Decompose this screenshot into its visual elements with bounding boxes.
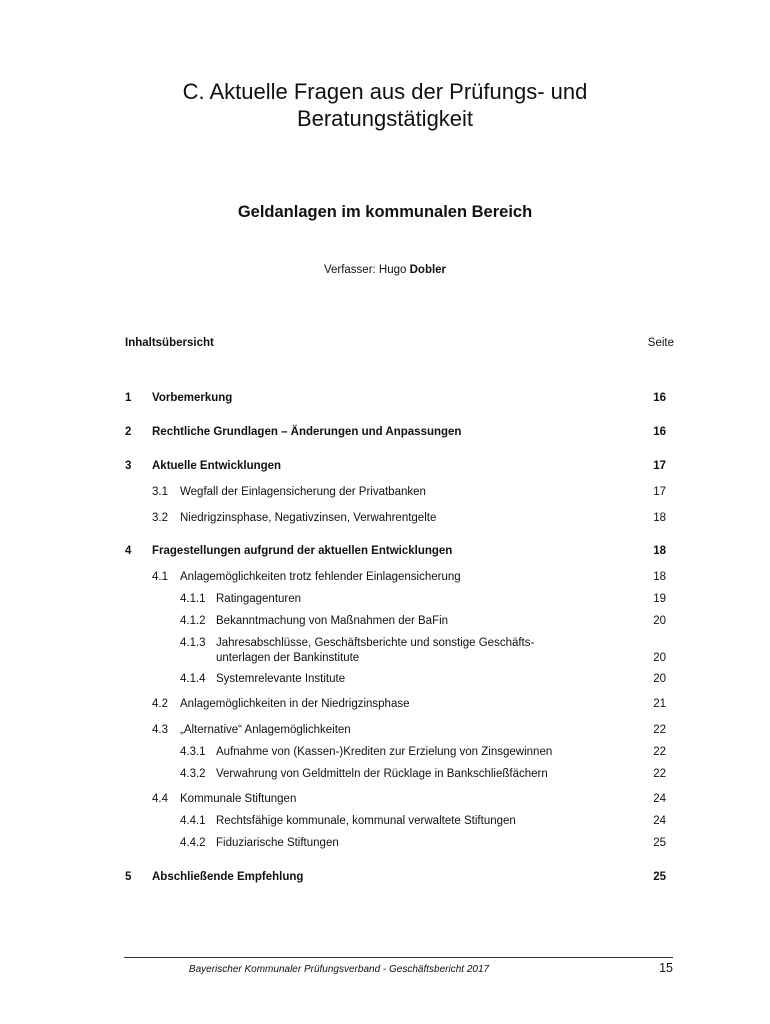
toc-entry-number: 4.1	[152, 571, 168, 583]
toc-entry-title: Bekanntmachung von Maßnahmen der BaFin	[216, 615, 449, 627]
toc-entry-page: 22	[653, 724, 666, 736]
toc-entry-title: Fragestellungen aufgrund der aktuellen Entwicklungen	[152, 545, 453, 557]
chapter-title	[0, 78, 770, 132]
toc-entry-page: 21	[653, 698, 666, 710]
toc-entry-number: 4	[125, 545, 132, 557]
toc-entry-title: Jahresabschlüsse, Geschäftsberichte und sonstige Geschäfts-	[216, 637, 535, 649]
toc-entry-number: 4.1.2	[180, 615, 206, 627]
toc-entry-title: Anlagemöglichkeiten in der Niedrigzinsphase	[180, 698, 410, 710]
toc-entry-title-continued: unterlagen der Bankinstitute	[216, 652, 360, 664]
toc-entry-number: 4.4	[152, 793, 168, 805]
toc-entry-page: 17	[653, 486, 666, 498]
toc-entry-page: 19	[653, 593, 666, 605]
toc-entry-title: Rechtliche Grundlagen – Änderungen und Anpassungen	[152, 426, 462, 438]
footer-text: Bayerischer Kommunaler Prüfungsverband - Geschäftsbericht 2017	[188, 964, 490, 975]
toc-entry-page: 24	[653, 815, 666, 827]
toc-entry-number: 4.3.2	[180, 768, 206, 780]
toc-entry-page: 24	[653, 793, 666, 805]
toc-entry-number: 4.3	[152, 724, 168, 736]
toc-entry-page: 20	[653, 673, 666, 685]
toc-entry-page: 18	[653, 512, 666, 524]
toc-entry-title: Aufnahme von (Kassen-)Krediten zur Erzielung von Zinsgewinnen	[216, 746, 553, 758]
toc-entry-title: Rechtsfähige kommunale, kommunal verwaltete Stiftungen	[216, 815, 516, 827]
toc-heading: Inhaltsübersicht	[125, 337, 214, 349]
toc-entry-page: 22	[653, 768, 666, 780]
toc-page-label: Seite	[647, 337, 674, 349]
author-surname: Dobler	[409, 264, 447, 276]
toc-entry-title: Kommunale Stiftungen	[180, 793, 297, 805]
toc-entry-page: 16	[653, 392, 666, 404]
toc-entry-number: 5	[125, 871, 132, 883]
toc-entry-title: Anlagemöglichkeiten trotz fehlender Einlagensicherung	[180, 571, 461, 583]
author-line	[0, 264, 770, 276]
toc-entry-title: Fiduziarische Stiftungen	[216, 837, 339, 849]
toc-entry-number: 3.2	[152, 512, 168, 524]
toc-entry-page: 20	[653, 652, 666, 664]
toc-entry-page: 20	[653, 615, 666, 627]
toc-entry-page: 22	[653, 746, 666, 758]
toc-entry-page: 25	[653, 871, 666, 883]
author-prefix: Verfasser: Hugo	[323, 264, 410, 276]
toc-entry-title: Verwahrung von Geldmitteln der Rücklage in Bankschließfächern	[216, 768, 548, 780]
toc-entry-title: „Alternative“ Anlagemöglichkeiten	[180, 724, 351, 736]
toc-entry-title: Vorbemerkung	[152, 392, 233, 404]
article-title: Geldanlagen im kommunalen Bereich	[237, 203, 533, 221]
toc-entry-number: 4.1.3	[180, 637, 206, 649]
toc-entry-number: 1	[125, 392, 132, 404]
toc-entry-title: Aktuelle Entwicklungen	[152, 460, 282, 472]
toc-entry-title: Wegfall der Einlagensicherung der Privatbanken	[180, 486, 426, 498]
toc-entry-page: 16	[653, 426, 666, 438]
toc-entry-number: 4.4.2	[180, 837, 206, 849]
page-number: 15	[659, 961, 673, 975]
toc-entry-page: 17	[653, 460, 666, 472]
chapter-title-line2: Beratungstätigkeit	[296, 106, 474, 131]
toc-entry-number: 4.1.1	[180, 593, 206, 605]
toc-entry-number: 4.1.4	[180, 673, 206, 685]
toc-entry-number: 3	[125, 460, 132, 472]
footer-divider	[124, 957, 673, 958]
toc-entry-page: 18	[653, 545, 666, 557]
toc-entry-number: 4.4.1	[180, 815, 206, 827]
toc-entry-page: 18	[653, 571, 666, 583]
toc-entry-page: 25	[653, 837, 666, 849]
toc-entry-number: 2	[125, 426, 132, 438]
chapter-title-line1: C. Aktuelle Fragen aus der Prüfungs- und	[182, 79, 588, 104]
toc-entry-number: 4.2	[152, 698, 168, 710]
toc-entry-title: Abschließende Empfehlung	[152, 871, 304, 883]
toc-entry-title: Systemrelevante Institute	[216, 673, 346, 685]
toc-entry-number: 4.3.1	[180, 746, 206, 758]
toc-entry-title: Ratingagenturen	[216, 593, 302, 605]
toc-entry-number: 3.1	[152, 486, 168, 498]
toc-entry-title: Niedrigzinsphase, Negativzinsen, Verwahrentgelte	[180, 512, 437, 524]
